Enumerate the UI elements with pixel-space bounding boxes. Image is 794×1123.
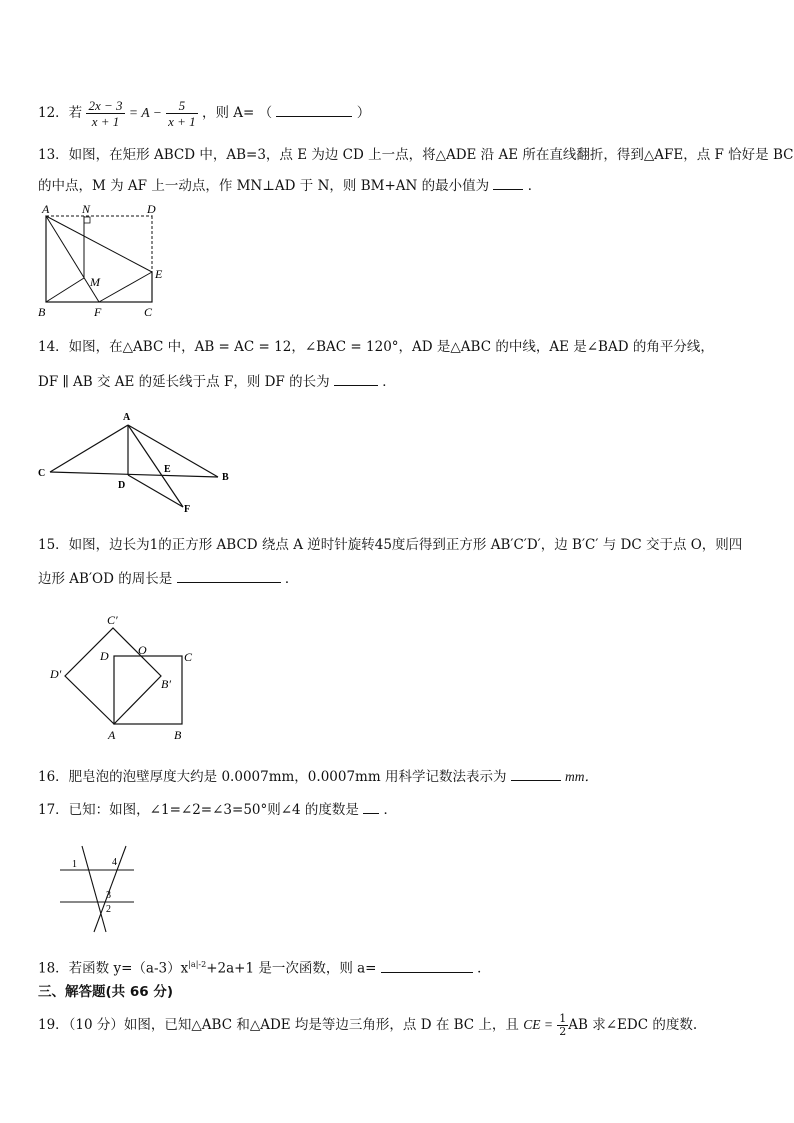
q17-transversal-2: [94, 846, 126, 932]
q13-line-FE: [99, 272, 152, 302]
q14-answer-blank[interactable]: [334, 373, 378, 386]
q13-rect-sides: [46, 216, 152, 302]
q12-fraction-1: $\frac{2x - 3}{x + 1}$: [88, 98, 123, 129]
svg-text:4: 4: [112, 857, 117, 868]
q14-line2: DF ∥ AB 交 AE 的延长线于点 F，则 DF 的长为 ．: [38, 374, 396, 390]
svg-text:F: F: [184, 504, 191, 515]
svg-text:A: A: [123, 412, 131, 423]
q15-line1: 15．如图，边长为1的正方形 ABCD 绕点 A 逆时针旋转45度后得到正方形 AB′C′D′，边 B′C′ 与 DC 交于点 O，则四: [38, 537, 743, 553]
q12-fraction-2: $\frac{5}{x + 1}$: [168, 98, 196, 129]
svg-text:1: 1: [72, 859, 77, 870]
svg-text:B: B: [38, 305, 46, 319]
svg-text:A: A: [108, 728, 116, 742]
svg-text:O: O: [138, 643, 147, 657]
q12-line: 12．若 $\frac{2x - 3}{x + 1}$ = A − $\frac{5}{x + 1}$ ，则 A= （ ）: [38, 98, 371, 129]
q15-answer-blank[interactable]: [177, 570, 281, 583]
q14-line-DF: [128, 475, 183, 507]
q13-line-AE: [46, 216, 152, 272]
q13-line-AF: [46, 216, 99, 302]
q12-answer-blank[interactable]: [276, 104, 352, 117]
svg-text:B: B: [222, 472, 229, 483]
svg-text:C: C: [144, 305, 153, 319]
svg-text:C: C: [38, 468, 46, 479]
q17-line: 17．已知：如图，∠1=∠2=∠3=50°则∠4 的度数是 ．: [38, 802, 398, 818]
q14-line-AB: [128, 425, 218, 477]
q14-line-CB: [50, 472, 218, 477]
q14-line-AF: [128, 425, 183, 507]
svg-text:D: D: [147, 202, 156, 216]
q12-tail: ，则 A= （: [201, 105, 273, 121]
svg-text:D′: D′: [50, 667, 62, 681]
svg-text:N: N: [82, 202, 91, 216]
q15-line2: 边形 AB′OD 的周长是 ．: [38, 571, 299, 587]
section-heading: 三、解答题(共 66 分): [38, 984, 174, 1000]
q15-figure: [44, 608, 204, 744]
svg-text:D: D: [100, 649, 109, 663]
q16-line: 16．肥皂泡的泡壁厚度大约是 0.0007mm，0.0007mm 用科学记数法表示为 mm．: [38, 769, 599, 785]
svg-text:C′: C′: [107, 613, 118, 627]
q17-transversal-1: [82, 846, 106, 932]
svg-text:B: B: [174, 728, 182, 742]
q13-right-angle-mark: [84, 217, 90, 223]
q13-line2: 的中点，M 为 AF 上一动点，作 MN⊥AD 于 N，则 BM+AN 的最小值为 ．: [38, 178, 542, 194]
q13-figure: [34, 200, 174, 322]
svg-text:E: E: [164, 464, 171, 475]
svg-text:F: F: [94, 305, 102, 319]
svg-text:3: 3: [106, 890, 111, 901]
q18-answer-blank[interactable]: [381, 960, 473, 973]
q17-answer-blank[interactable]: [363, 801, 379, 814]
svg-text:E: E: [155, 267, 163, 281]
q14-line-CA: [50, 425, 128, 472]
q18-line: 18．若函数 $y=(a-3)x^{|a|-2}+2a+1$ 是一次函数，则 a= ．: [38, 960, 491, 977]
q19-line: 19．（10 分）如图，已知△ABC 和△ADE 均是等边三角形，点 D 在 BC 上，且 CE = $\frac{1}{2}$ AB 求∠EDC 的度数.: [38, 1012, 698, 1038]
q13-line-BM: [46, 278, 84, 302]
q13-answer-blank[interactable]: [493, 177, 523, 190]
svg-text:2: 2: [106, 904, 111, 915]
q12-number: 12．若: [38, 105, 83, 121]
q17-figure: [54, 838, 144, 934]
svg-text:D: D: [118, 480, 126, 491]
q12-equals: = A −: [128, 105, 162, 120]
q13-line1: 13．如图，在矩形 ABCD 中，AB=3，点 E 为边 CD 上一点，将△ADE 沿 AE 所在直线翻折，得到△AFE，点 F 恰好是 BC: [38, 147, 794, 163]
q16-answer-blank[interactable]: [511, 768, 561, 781]
svg-text:M: M: [90, 275, 100, 289]
q19-fraction: $\frac{1}{2}$: [559, 1012, 567, 1038]
svg-text:A: A: [42, 202, 50, 216]
svg-text:C: C: [184, 650, 193, 664]
q14-line1: 14．如图，在△ABC 中，AB = AC = 12，∠BAC = 120°，AD 是△ABC 的中线，AE 是∠BAD 的角平分线，: [38, 339, 714, 355]
svg-text:B′: B′: [161, 677, 171, 691]
q14-figure: [34, 408, 244, 516]
